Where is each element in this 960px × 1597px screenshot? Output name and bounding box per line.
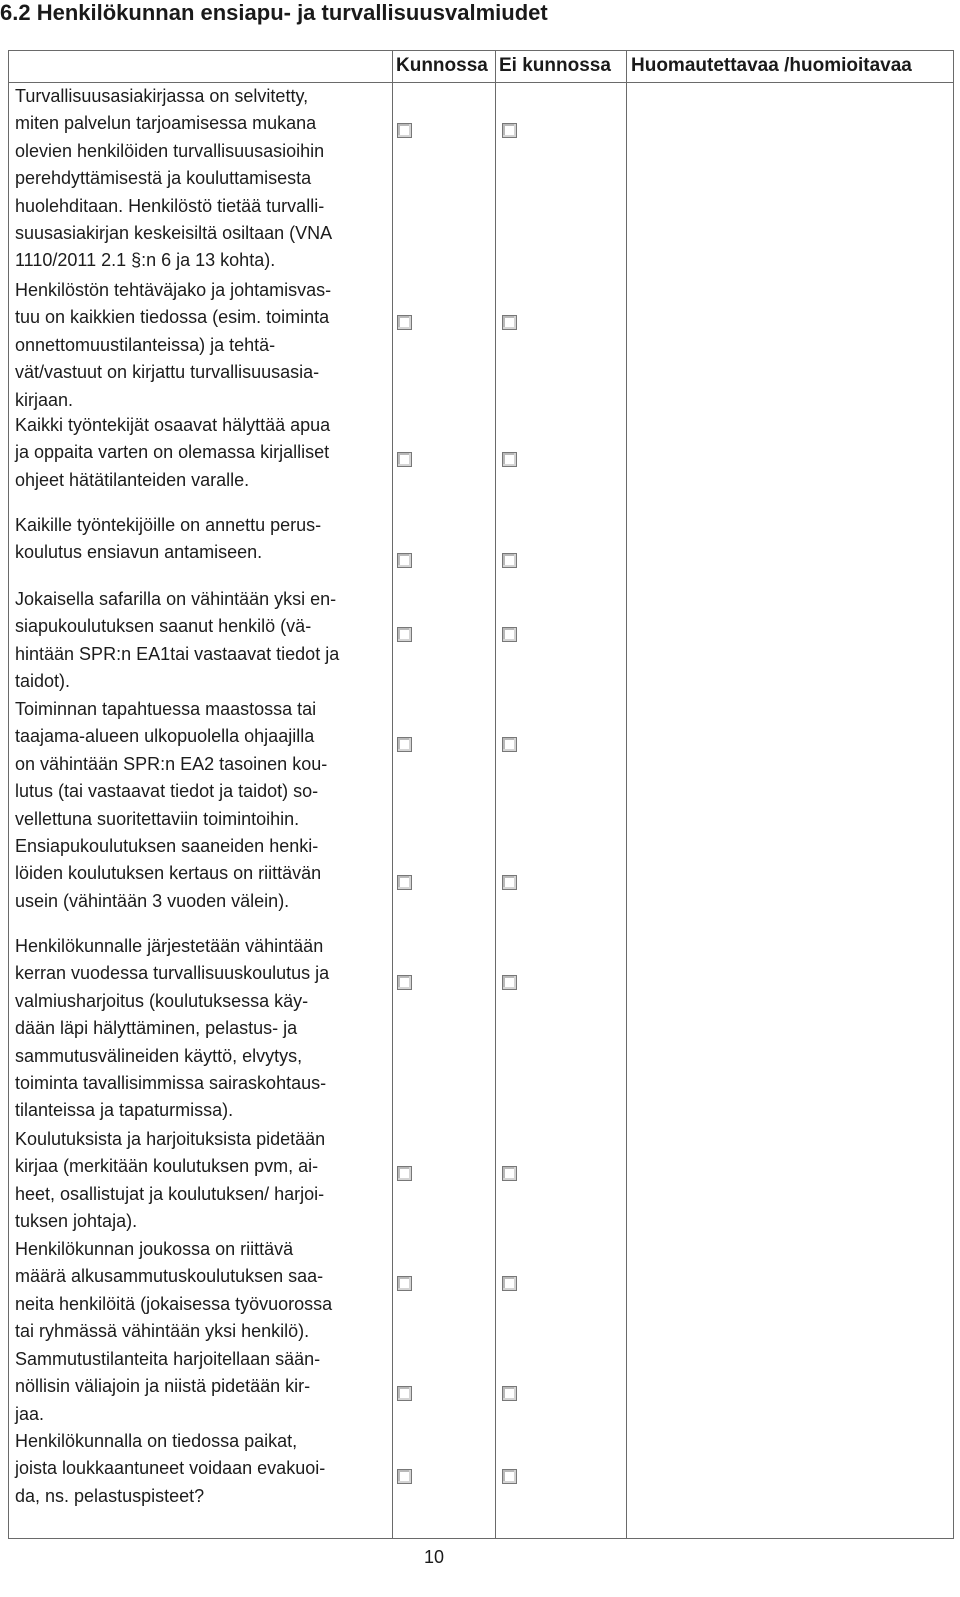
checklist-question [15, 83, 387, 275]
checklist-question [15, 696, 387, 833]
question-line: suusasiakirjan keskeisiltä osiltaan (VNA [15, 223, 333, 244]
kunnossa-checkbox[interactable] [397, 627, 412, 642]
question-line: Jokaisella safarilla on vähintään yksi en- [15, 589, 337, 609]
question-line: kerran vuodessa turvallisuuskoulutus ja [15, 963, 330, 984]
question-line: joista loukkaantuneet voidaan evakuoi- [15, 1458, 326, 1479]
ei-kunnossa-checkbox[interactable] [502, 1166, 517, 1181]
kunnossa-checkbox[interactable] [397, 452, 412, 467]
header-kunnossa: Kunnossa [396, 55, 488, 76]
column-divider [495, 51, 496, 1538]
checklist-question [15, 1236, 387, 1346]
question-line: heet, osallistujat ja koulutuksen/ harjoi- [15, 1183, 325, 1204]
header-huomautettavaa: Huomautettavaa /huomioitavaa [631, 55, 912, 76]
checklist-question [15, 933, 387, 1125]
question-line: tuu on kaikkien tiedossa (esim. toiminta [15, 307, 330, 328]
question-line: tuksen johtaja). [15, 1211, 138, 1232]
checklist-table [8, 50, 954, 1539]
column-divider [626, 51, 627, 1538]
question-line: olevien henkilöiden turvallisuusasioihin [15, 140, 325, 161]
question-line: miten palvelun tarjoamisessa mukana [15, 113, 317, 134]
kunnossa-checkbox[interactable] [397, 315, 412, 330]
question-line: toiminta tavallisimmissa sairaskohtaus- [15, 1073, 327, 1094]
question-line: löiden koulutuksen kertaus on riittävän [15, 863, 322, 884]
question-line: valmiusharjoitus (koulutuksessa käy- [15, 990, 309, 1011]
checklist-question [15, 1346, 387, 1428]
question-line: huolehditaan. Henkilöstö tietää turvalli- [15, 195, 325, 216]
question-line: Sammutustilanteita harjoitellaan sään- [15, 1349, 321, 1369]
question-line: jaa. [15, 1403, 45, 1424]
kunnossa-checkbox[interactable] [397, 875, 412, 890]
question-line: kirjaan. [15, 389, 74, 410]
question-line: dään läpi hälyttäminen, pelastus- ja [15, 1018, 298, 1039]
question-line: vellettuna suoritettaviin toimintoihin. [15, 808, 300, 829]
question-line: Koulutuksista ja harjoituksista pidetään [15, 1129, 326, 1149]
ei-kunnossa-checkbox[interactable] [502, 975, 517, 990]
header-ei-kunnossa: Ei kunnossa [499, 55, 611, 76]
kunnossa-checkbox[interactable] [397, 1276, 412, 1291]
question-line: nöllisin väliajoin ja niistä pidetään kir- [15, 1376, 311, 1397]
question-line: tilanteissa ja tapaturmissa). [15, 1100, 234, 1121]
question-line: Henkilökunnan joukossa on riittävä [15, 1239, 294, 1259]
question-line: Henkilökunnalla on tiedossa paikat, [15, 1431, 298, 1451]
kunnossa-checkbox[interactable] [397, 553, 412, 568]
question-line: da, ns. pelastuspisteet? [15, 1485, 205, 1506]
question-line: taajama-alueen ulkopuolella ohjaajilla [15, 726, 315, 747]
question-line: vät/vastuut on kirjattu turvallisuusasia- [15, 362, 320, 383]
ei-kunnossa-checkbox[interactable] [502, 1469, 517, 1484]
question-line: on vähintään SPR:n EA2 tasoinen kou- [15, 753, 328, 774]
ei-kunnossa-checkbox[interactable] [502, 553, 517, 568]
kunnossa-checkbox[interactable] [397, 1469, 412, 1484]
checklist-question [15, 1126, 387, 1236]
question-line: usein (vähintään 3 vuoden välein). [15, 890, 290, 911]
checklist-question [15, 277, 387, 414]
question-line: Toiminnan tapahtuessa maastossa tai [15, 699, 317, 719]
question-line: perehdyttämisestä ja kouluttamisesta [15, 168, 312, 189]
ei-kunnossa-checkbox[interactable] [502, 627, 517, 642]
checklist-question [15, 412, 387, 494]
question-line: Kaikki työntekijät osaavat hälyttää apua [15, 415, 331, 435]
checklist-question [15, 833, 387, 915]
question-line: neita henkilöitä (jokaisessa työvuorossa [15, 1293, 333, 1314]
question-line: 1110/2011 2.1 §:n 6 ja 13 kohta). [15, 250, 276, 271]
question-line: taidot). [15, 671, 71, 692]
ei-kunnossa-checkbox[interactable] [502, 1386, 517, 1401]
question-line: määrä alkusammutuskoulutuksen saa- [15, 1266, 324, 1287]
question-line: sammutusvälineiden käyttö, elvytys, [15, 1045, 303, 1066]
question-line: Ensiapukoulutuksen saaneiden henki- [15, 836, 319, 856]
ei-kunnossa-checkbox[interactable] [502, 315, 517, 330]
ei-kunnossa-checkbox[interactable] [502, 452, 517, 467]
question-line: tai ryhmässä vähintään yksi henkilö). [15, 1321, 310, 1342]
question-line: ja oppaita varten on olemassa kirjalliset [15, 442, 330, 463]
question-line: hintään SPR:n EA1tai vastaavat tiedot ja [15, 643, 340, 664]
page-number: 10 [423, 1547, 445, 1567]
ei-kunnossa-checkbox[interactable] [502, 875, 517, 890]
question-line: Turvallisuusasiakirjassa on selvitetty, [15, 86, 309, 106]
ei-kunnossa-checkbox[interactable] [502, 737, 517, 752]
checklist-question [15, 1428, 387, 1510]
kunnossa-checkbox[interactable] [397, 737, 412, 752]
kunnossa-checkbox[interactable] [397, 1166, 412, 1181]
question-line: koulutus ensiavun antamiseen. [15, 542, 263, 563]
question-line: siapukoulutuksen saanut henkilö (vä- [15, 616, 312, 637]
ei-kunnossa-checkbox[interactable] [502, 123, 517, 138]
kunnossa-checkbox[interactable] [397, 975, 412, 990]
checklist-question [15, 512, 387, 567]
question-line: lutus (tai vastaavat tiedot ja taidot) so- [15, 781, 319, 802]
ei-kunnossa-checkbox[interactable] [502, 1276, 517, 1291]
question-line: ohjeet hätätilanteiden varalle. [15, 469, 250, 490]
question-line: kirjaa (merkitään koulutuksen pvm, ai- [15, 1156, 319, 1177]
kunnossa-checkbox[interactable] [397, 1386, 412, 1401]
question-line: Henkilökunnalle järjestetään vähintään [15, 936, 324, 956]
kunnossa-checkbox[interactable] [397, 123, 412, 138]
section-title: 6.2 Henkilökunnan ensiapu- ja turvallisuusvalmiudet [0, 0, 548, 25]
checklist-question [15, 586, 387, 696]
column-divider [392, 51, 393, 1538]
question-line: Kaikille työntekijöille on annettu perus- [15, 515, 322, 535]
question-line: onnettomuustilanteissa) ja tehtä- [15, 334, 276, 355]
question-line: Henkilöstön tehtäväjako ja johtamisvas- [15, 280, 332, 300]
